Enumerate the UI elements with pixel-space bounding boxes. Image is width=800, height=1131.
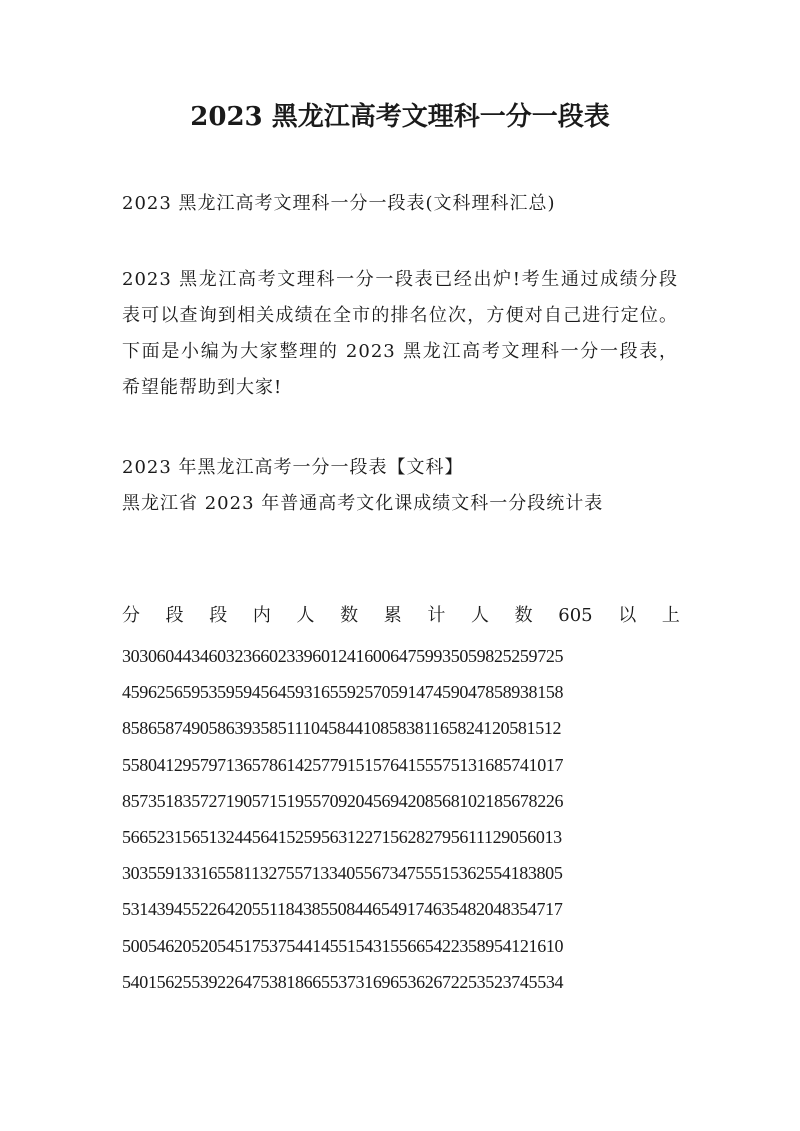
digit-line: 500546205205451753754414551543155665422358954121610 [122,935,564,956]
digit-line: 459625659535959456459316559257059147459047858938158 [122,682,564,703]
table-header-cell: 分 [122,605,140,626]
table-header-cell: 人 [471,605,489,626]
digit-line: 540156255392264753818665537316965362672253523745534 [122,971,564,992]
table-header-cell: 605 [558,605,593,626]
table-header-cell: 内 [252,605,271,626]
table-header-cell: 累 [383,605,402,626]
table-header-cell: 数 [514,605,533,626]
score-table [122,594,680,1000]
digit-line: 858658749058639358511104584410858381165824120581512 [122,718,562,739]
digit-line: 566523156513244564152595631227156282795611129056013 [122,826,562,847]
digit-line: 303559133165581132755713340556734755515362554183805 [122,863,563,884]
intro-paragraph: 2023 黑龙江高考文理科一分一段表已经出炉!考生通过成绩分段表可以查询到相关成绩在全市的排名位次，方便对自己进行定位。下面是小编为大家整理的 2023 黑龙江高考文理科一分一段表，希望能帮助到大家! [122,269,678,398]
digit-line: 531439455226420551184385508446549174635482048354717 [122,899,563,920]
table-header-cell: 数 [340,605,359,626]
digit-line: 857351835727190571519557092045694208568102185678226 [122,790,564,811]
table-header-cell: 段 [165,605,184,626]
section-heading: 2023 年黑龙江高考一分一段表【文科】 [122,457,464,478]
table-header-cell: 段 [209,605,228,626]
table-header-cell: 人 [296,605,315,626]
table-header-cell: 以 [618,605,637,626]
digit-line: 303060443460323660233960124160064759935059825259725 [122,646,564,666]
document-title: 2023 黑龙江高考文理科一分一段表 [190,102,610,132]
table-header [122,594,680,638]
section-subheading: 黑龙江省 2023 年普通高考文化课成绩文科一分段统计表 [122,493,604,514]
digit-line: 558041295797136578614257791515764155575131685741017 [122,754,564,775]
document-subtitle: 2023 黑龙江高考文理科一分一段表(文科理科汇总) [122,193,556,214]
table-header-cell: 计 [427,605,446,626]
table-header-cell: 上 [661,605,680,626]
